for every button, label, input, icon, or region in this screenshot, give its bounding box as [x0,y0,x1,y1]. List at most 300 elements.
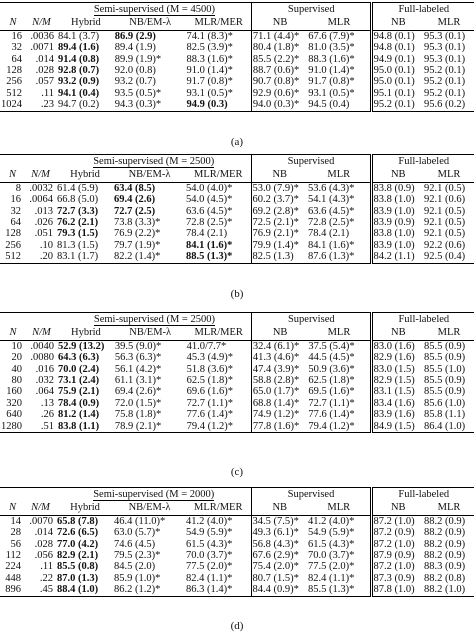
table-caption: (a) [230,136,244,148]
table-a [0,2,474,112]
table-row [0,217,474,228]
cell-fmlr: 92.1 (0.5) [424,228,466,240]
cell-n: 448 [5,572,21,584]
col-header-nm: N/M [24,168,56,182]
cell-nbem: 79.5 (2.3)* [114,550,161,562]
cell-nm: .0080 [30,352,54,364]
col-header-nm: N/M [25,16,57,30]
table-d [0,487,474,597]
cell-mlr: 78.4 (2.1) [186,228,228,240]
cell-fmlr: 86.4 (1.0) [423,421,474,433]
cell-hybrid: 78.4 (0.9) [57,397,100,409]
cell-fnb: 84.2 (1.1) [371,251,423,263]
table-row [0,206,474,217]
cell-hybrid: 73.1 (2.4) [57,375,100,387]
cell-mlr: 51.8 (3.6)* [186,363,233,375]
cell-hybrid: 91.4 (0.8) [57,53,100,65]
col-header-smlr: MLR [307,16,371,30]
cell-smlr: 67.6 (7.9)* [308,30,355,42]
cell-n: 512 [6,87,22,99]
cell-smlr: 81.0 (3.5)* [308,42,355,54]
cell-fmlr: 92.2 (0.6) [424,239,466,251]
cell-n: 256 [5,239,21,251]
cell-nm: .051 [34,228,53,240]
cell-snb: 68.8 (1.4)* [251,398,307,409]
cell-fnb: 94.8 (0.1) [371,30,423,42]
cell-fmlr: 88.3 (0.9) [424,561,466,573]
col-header-nbem: NB/EM-λ [114,326,186,340]
table-row [0,340,474,352]
cell-fmlr: 85.8 (1.1) [424,409,466,421]
cell-hybrid: 76.2 (2.1) [57,217,99,229]
cell-mlr: 77.5 (2.0)* [186,561,233,573]
col-header-mlr: MLR/MER [186,326,252,340]
cell-mlr: 79.4 (1.2)* [186,421,252,433]
col-header-snb: NB [251,16,307,30]
table-row [0,573,474,584]
cell-hybrid: 52.9 (13.2) [57,340,105,352]
cell-fmlr: 92.1 (0.5) [424,205,466,217]
cell-snb: 56.8 (4.3)* [251,539,307,550]
cell-smlr: 70.0 (3.7)* [308,550,355,562]
col-header-hybrid: Hybrid [56,501,113,515]
cell-smlr: 61.5 (4.3)* [308,538,355,550]
cell-hybrid: 65.8 (7.8) [57,515,99,527]
table-caption: (b) [230,288,244,300]
cell-hybrid: 81.3 (1.5) [57,239,99,251]
cell-mlr: 91.7 (0.8)* [186,76,233,88]
cell-nbem: 75.8 (1.8)* [114,409,162,421]
table-row [0,584,474,596]
cell-nm: .0036 [30,30,54,42]
cell-smlr: 77.5 (2.0)* [308,561,355,573]
cell-fmlr: 88.2 (1.0) [423,584,474,596]
cell-fnb: 83.1 (1.5) [371,386,423,397]
cell-smlr: 84.1 (1.6)* [308,239,355,251]
supervised-header: Supervised [251,3,371,17]
col-header-snb: NB [251,168,307,182]
cell-nm: .064 [35,386,54,398]
cell-snb: 47.4 (3.9)* [251,364,307,375]
cell-smlr: 72.7 (1.1)* [308,397,355,409]
cell-snb: 88.7 (0.6)* [251,65,307,76]
cell-nbem: 74.6 (4.5) [114,538,156,550]
table-row [0,421,474,433]
cell-fnb: 95.0 (0.1) [371,76,423,87]
cell-hybrid: 89.4 (1.6) [57,42,100,54]
cell-mlr: 94.9 (0.3) [186,99,252,111]
cell-fnb: 95.1 (0.1) [371,88,423,99]
cell-nbem: 92.0 (0.8) [114,65,156,77]
cell-fnb: 83.9 (1.6) [371,409,423,420]
supervised-header: Supervised [251,488,371,502]
col-header-fmlr: MLR [423,326,474,340]
col-header-n: N [0,326,25,340]
cell-n: 40 [11,363,22,375]
cell-nm: .016 [35,363,54,375]
cell-smlr: 91.0 (1.4)* [308,65,355,77]
cell-snb: 74.9 (1.2)* [251,409,307,420]
cell-snb: 75.4 (2.0)* [251,561,307,572]
cell-smlr: 79.4 (1.2)* [307,421,371,433]
cell-mlr: 74.1 (8.3)* [186,30,233,42]
cell-fmlr: 88.2 (0.9) [424,550,466,562]
cell-smlr: 41.2 (4.0)* [308,515,355,527]
cell-nbem: 93.5 (0.5)* [114,87,162,99]
col-header-mlr: MLR/MER [186,16,252,30]
cell-nbem: 84.5 (2.0) [114,561,156,573]
cell-fnb: 87.2 (0.9) [371,527,423,538]
cell-snb: 80.7 (1.5)* [251,573,307,584]
cell-hybrid: 70.0 (2.4) [57,363,100,375]
cell-mlr: 84.1 (1.6)* [186,239,233,251]
cell-smlr: 69.5 (1.6)* [308,386,355,398]
cell-snb: 60.2 (3.7)* [251,194,307,205]
results-table [0,487,474,597]
full-labeled-header: Full-labeled [371,313,474,327]
cell-nm: .0064 [29,194,53,206]
table-row [0,65,474,76]
table-caption: (d) [230,620,244,632]
cell-snb: 94.0 (0.3)* [251,99,307,111]
col-header-nm: N/M [25,326,57,340]
cell-fmlr: 95.2 (0.1) [424,76,466,88]
cell-nm: .0040 [30,340,54,352]
cell-snb: 49.3 (6.1)* [251,527,307,538]
semi-supervised-header: Semi-supervised (M = 2500) [57,313,251,327]
cell-snb: 58.8 (2.8)* [251,375,307,386]
cell-fmlr: 92.1 (0.5) [424,217,466,229]
cell-nm: .056 [34,550,53,562]
cell-fmlr: 88.2 (0.9) [424,538,466,550]
col-header-fnb: NB [371,501,423,515]
table-row [0,375,474,386]
supervised-header: Supervised [251,155,371,169]
cell-smlr: 93.1 (0.5)* [308,87,355,99]
cell-n: 1024 [0,99,25,111]
cell-nm: .014 [35,53,54,65]
cell-fmlr: 85.5 (1.0) [424,363,466,375]
col-header-fnb: NB [371,168,423,182]
cell-fmlr: 88.2 (0.9) [424,515,466,527]
col-header-fmlr: MLR [423,168,474,182]
cell-nbem: 76.9 (2.2)* [114,228,161,240]
cell-n: 16 [10,194,21,206]
cell-hybrid: 79.3 (1.5) [57,228,99,240]
cell-snb: 84.4 (0.9)* [251,584,307,596]
table-row [0,352,474,363]
cell-nm: .22 [39,572,53,584]
cell-n: 1280 [0,421,25,433]
cell-snb: 69.2 (2.8)* [251,206,307,217]
table-row [0,527,474,538]
table-c [0,312,474,433]
results-table [0,312,474,433]
cell-n: 32 [11,42,22,54]
cell-nbem: 93.2 (0.7) [114,76,156,88]
cell-mlr: 72.7 (1.1)* [186,397,233,409]
cell-smlr: 78.4 (2.1) [308,228,350,240]
col-header-n: N [0,16,25,30]
cell-hybrid: 81.2 (1.4) [57,409,100,421]
col-header-hybrid: Hybrid [57,16,114,30]
cell-nm: .11 [41,87,54,99]
cell-fnb: 87.9 (0.9) [371,550,423,561]
cell-n: 128 [5,228,21,240]
cell-fnb: 83.0 (1.6) [371,340,423,352]
cell-fmlr: 85.5 (0.9) [424,340,466,352]
cell-fmlr: 95.6 (0.2) [423,99,474,111]
col-header-nbem: NB/EM-λ [113,168,185,182]
table-caption: (c) [230,466,244,478]
col-header-nbem: NB/EM-λ [113,501,185,515]
cell-n: 32 [10,205,21,217]
cell-mlr: 62.5 (1.8)* [186,375,233,387]
table-row [0,99,474,111]
cell-mlr: 61.5 (4.3)* [186,538,233,550]
cell-nbem: 63.0 (5.7)* [114,527,161,539]
cell-nm: .0032 [29,182,53,194]
full-labeled-header: Full-labeled [371,3,474,17]
cell-n: 112 [5,550,21,562]
table-row [0,42,474,53]
cell-smlr: 53.6 (4.3)* [308,182,355,194]
cell-fnb: 82.9 (1.6) [371,352,423,363]
cell-nm: .45 [24,584,56,596]
cell-hybrid: 87.0 (1.3) [57,572,99,584]
table-row [0,228,474,239]
cell-snb: 71.1 (4.4)* [251,30,307,42]
col-header-hybrid: Hybrid [56,168,113,182]
cell-fmlr: 95.2 (0.1) [424,65,466,77]
cell-n: 128 [6,65,22,77]
cell-n: 896 [0,584,24,596]
col-header-hybrid: Hybrid [57,326,114,340]
cell-nm: .10 [39,239,53,251]
cell-nbem: 82.2 (1.4)* [113,251,185,263]
cell-mlr: 91.0 (1.4)* [186,65,233,77]
col-header-n: N [0,501,24,515]
cell-mlr: 45.3 (4.9)* [186,352,233,364]
table-row [0,30,474,42]
cell-nm: .057 [35,76,54,88]
cell-nbem: 79.7 (1.9)* [114,239,161,251]
cell-fmlr: 85.5 (0.9) [424,386,466,398]
cell-fmlr: 85.6 (1.0) [424,397,466,409]
cell-n: 640 [6,409,22,421]
cell-n: 224 [5,561,21,573]
cell-nbem: 72.7 (2.5) [114,205,156,217]
table-row [0,54,474,65]
cell-mlr: 54.0 (4.0)* [186,182,233,194]
cell-fmlr: 95.3 (0.1) [424,42,466,54]
cell-hybrid: 77.0 (4.2) [57,538,99,550]
cell-smlr: 94.5 (0.4) [307,99,371,111]
col-header-fnb: NB [371,16,423,30]
cell-snb: 72.5 (2.1)* [251,217,307,228]
col-header-n: N [0,168,24,182]
cell-n: 160 [6,386,22,398]
col-header-mlr: MLR/MER [185,168,251,182]
table-row [0,240,474,251]
cell-snb: 77.8 (1.6)* [251,421,307,433]
cell-hybrid: 72.7 (3.3) [57,205,99,217]
cell-snb: 32.4 (6.1)* [251,340,307,352]
cell-fnb: 87.3 (0.9) [371,573,423,584]
cell-nm: .028 [34,538,53,550]
cell-nm: .032 [35,375,54,387]
table-row [0,251,474,263]
col-header-smlr: MLR [307,326,371,340]
table-row [0,386,474,397]
cell-smlr: 63.6 (4.5)* [308,205,355,217]
cell-hybrid: 83.1 (1.7) [56,251,113,263]
col-header-nm: N/M [24,501,56,515]
cell-hybrid: 88.4 (1.0) [56,584,113,596]
cell-hybrid: 66.8 (5.0) [57,194,99,206]
cell-n: 20 [11,352,22,364]
cell-fnb: 84.9 (1.5) [371,421,423,433]
cell-nm: .013 [34,205,53,217]
cell-smlr: 85.5 (1.3)* [307,584,371,596]
col-header-fnb: NB [371,326,423,340]
table-row [0,539,474,550]
cell-fnb: 83.8 (1.0) [371,194,423,205]
cell-fnb: 83.9 (1.0) [371,240,423,251]
cell-snb: 80.4 (1.8)* [251,42,307,53]
cell-fnb: 83.8 (1.0) [371,228,423,239]
cell-nbem: 86.2 (1.2)* [113,584,185,596]
cell-nbem: 39.5 (9.0)* [114,340,162,352]
cell-nm: .26 [40,409,54,421]
cell-nbem: 46.4 (11.0)* [114,515,166,527]
cell-nbem: 56.3 (6.3)* [114,352,162,364]
cell-fnb: 83.0 (1.5) [371,364,423,375]
cell-fmlr: 88.2 (0.9) [424,527,466,539]
full-labeled-header: Full-labeled [371,488,474,502]
cell-fmlr: 85.5 (0.9) [424,375,466,387]
cell-snb: 67.6 (2.9)* [251,550,307,561]
cell-smlr: 50.9 (3.6)* [308,363,355,375]
cell-fmlr: 88.2 (0.8) [424,572,466,584]
col-header-snb: NB [251,501,307,515]
table-row [0,364,474,375]
cell-nbem: 56.1 (4.2)* [114,363,162,375]
cell-hybrid: 84.1 (3.7) [57,30,100,42]
cell-mlr: 41.0/7.7* [186,340,227,352]
semi-supervised-header: Semi-supervised (M = 4500) [57,3,251,17]
cell-mlr: 82.5 (3.9)* [186,42,233,54]
cell-fmlr: 85.5 (0.9) [424,352,466,364]
cell-fnb: 83.8 (0.9) [371,182,423,194]
cell-fnb: 83.4 (1.6) [371,398,423,409]
table-row [0,561,474,572]
cell-mlr: 69.6 (1.6)* [186,386,233,398]
cell-mlr: 93.1 (0.5)* [186,87,233,99]
cell-mlr: 72.8 (2.5)* [186,217,233,229]
cell-mlr: 63.6 (4.5)* [186,205,233,217]
cell-fnb: 94.8 (0.1) [371,42,423,53]
cell-nbem: 73.8 (3.3)* [114,217,161,229]
cell-snb: 53.0 (7.9)* [251,182,307,194]
cell-hybrid: 83.8 (1.1) [57,421,114,433]
table-row [0,182,474,194]
cell-fnb: 83.9 (0.9) [371,217,423,228]
cell-nm: .20 [24,251,56,263]
table-row [0,194,474,205]
cell-n: 64 [10,217,21,229]
cell-n: 512 [0,251,24,263]
cell-hybrid: 94.7 (0.2) [57,99,114,111]
cell-mlr: 54.0 (4.5)* [186,194,233,206]
col-header-fmlr: MLR [423,16,474,30]
cell-nbem: 63.4 (8.5) [114,182,156,194]
cell-smlr: 54.9 (5.9)* [308,527,355,539]
results-table [0,154,474,264]
results-table [0,2,474,112]
table-row [0,515,474,527]
cell-nm: .11 [40,561,53,573]
cell-smlr: 44.5 (4.5)* [308,352,355,364]
cell-mlr: 77.6 (1.4)* [186,409,233,421]
cell-nbem: 94.3 (0.3)* [114,99,186,111]
full-labeled-header: Full-labeled [371,155,474,169]
cell-nm: .51 [25,421,57,433]
semi-supervised-header: Semi-supervised (M = 2500) [56,155,251,169]
cell-mlr: 86.3 (1.4)* [185,584,251,596]
cell-n: 320 [6,397,22,409]
cell-smlr: 88.3 (1.6)* [308,53,355,65]
cell-mlr: 70.0 (3.7)* [186,550,233,562]
col-header-smlr: MLR [307,501,371,515]
cell-smlr: 91.7 (0.8)* [308,76,355,88]
cell-smlr: 62.5 (1.8)* [308,375,355,387]
cell-n: 80 [11,375,22,387]
cell-n: 28 [10,527,21,539]
cell-smlr: 37.5 (5.4)* [308,340,355,352]
table-row [0,88,474,99]
cell-nbem: 61.1 (3.1)* [114,375,162,387]
cell-nm: .23 [25,99,57,111]
cell-smlr: 82.4 (1.1)* [308,572,355,584]
cell-hybrid: 72.6 (6.5) [57,527,99,539]
cell-n: 256 [6,76,22,88]
cell-hybrid: 82.9 (2.1) [57,550,99,562]
cell-nm: .028 [35,65,54,77]
cell-n: 8 [15,182,21,194]
cell-snb: 41.3 (4.6)* [251,352,307,363]
col-header-smlr: MLR [307,168,371,182]
cell-snb: 76.9 (2.1)* [251,228,307,239]
cell-n: 16 [11,30,22,42]
cell-nm: .13 [40,397,54,409]
cell-snb: 34.5 (7.5)* [251,515,307,527]
cell-snb: 92.9 (0.6)* [251,88,307,99]
cell-hybrid: 94.1 (0.4) [57,87,100,99]
cell-fmlr: 95.2 (0.1) [424,87,466,99]
col-header-snb: NB [251,326,307,340]
cell-n: 14 [10,515,21,527]
cell-snb: 65.0 (1.7)* [251,386,307,397]
cell-mlr: 82.4 (1.1)* [186,572,233,584]
cell-hybrid: 93.2 (0.9) [57,76,100,88]
col-header-nbem: NB/EM-λ [114,16,186,30]
cell-fmlr: 95.3 (0.1) [424,53,466,65]
cell-fnb: 94.9 (0.1) [371,54,423,65]
table-b [0,154,474,264]
cell-smlr: 72.8 (2.5)* [308,217,355,229]
cell-snb: 85.5 (2.2)* [251,54,307,65]
